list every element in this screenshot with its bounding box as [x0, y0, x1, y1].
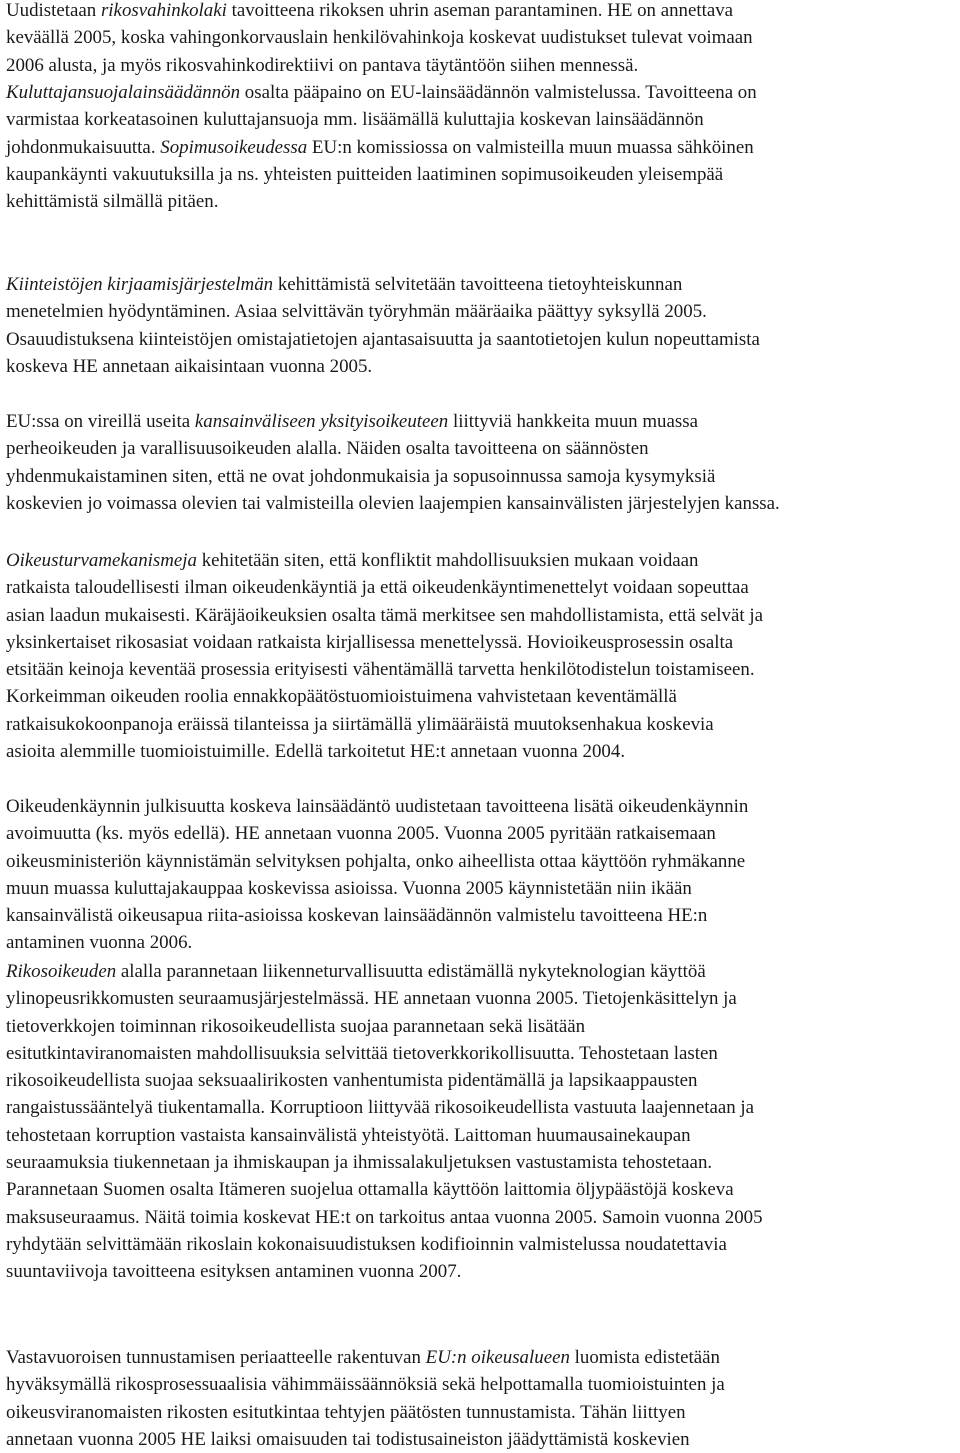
italic-term: Kuluttajansuojalainsäädännön: [6, 82, 241, 103]
text-line: [6, 602, 960, 629]
text-run: ratkaista taloudellisesti ilman oikeudenkäyntiä ja että oikeudenkäyntimenettelyt voidaan sopeuttaa: [6, 577, 749, 599]
text-line: [6, 1371, 960, 1398]
text-line: [6, 271, 960, 298]
text-line: [6, 574, 960, 601]
text-run: etsitään keinoja keventää prosessia erityisesti vähentämällä tarvetta henkilötodistelun toistamiseen.: [6, 659, 755, 681]
text-run: kehitetään siten, että konfliktit mahdollisuuksien mukaan voidaan: [196, 550, 699, 571]
text-line: [6, 353, 960, 380]
paragraph-oikeudenkaynnin-julkisuus: [6, 793, 960, 957]
text-run: yksinkertaiset rikosasiat voidaan ratkaista kirjallisessa menettelyssä. Hovioikeusprosessin osalta: [6, 631, 734, 653]
text-line: [6, 79, 960, 106]
text-run: esitutkintaviranomaisten mahdollisuuksia selvittää tietoverkkorikollisuutta. Tehostetaan lasten: [6, 1042, 718, 1064]
text-line: [6, 985, 960, 1012]
text-run: annetaan vuonna 2005 HE laiksi omaisuuden tai todistusaineiston jäädyttämistä koskevien: [6, 1428, 690, 1450]
text-run: Uudistetaan: [6, 0, 101, 21]
text-run: perheoikeuden ja varallisuusoikeuden alalla. Näiden osalta tavoitteena on säännösten: [6, 438, 649, 460]
text-line: [6, 1399, 960, 1426]
text-line: [6, 547, 960, 574]
text-line: [6, 161, 960, 188]
italic-term: EU:n oikeusalueen: [425, 1347, 570, 1368]
text-line: [6, 1258, 960, 1285]
italic-term: Kiinteistöjen kirjaamisjärjestelmän: [6, 274, 274, 295]
paragraph-kuluttajansuoja: [6, 79, 960, 215]
italic-term: Sopimusoikeudessa: [160, 136, 308, 158]
paragraph-oikeusturvamekanismit: [6, 547, 960, 765]
text-line: [6, 1344, 960, 1371]
text-line: [6, 1094, 960, 1121]
text-line: [6, 629, 960, 656]
text-line: [6, 929, 960, 956]
text-run: koskevien jo voimassa olevien tai valmisteilla olevien laajempien kansainvälisten järjestelyjen kanssa.: [6, 492, 780, 514]
text-line: [6, 0, 960, 24]
text-run: seuraamuksia tiukennetaan ja ihmiskaupan ja ihmissalakuljetuksen vastustamista tehostetaan.: [6, 1152, 713, 1174]
text-line: [6, 1013, 960, 1040]
text-run: Oikeudenkäynnin julkisuutta koskeva lainsäädäntö uudistetaan tavoitteena lisätä oikeudenkäynnin: [6, 796, 749, 817]
paragraph-eu-oikeusalue: [6, 1344, 960, 1453]
text-run: luomista edistetään: [569, 1347, 720, 1368]
text-line: [6, 1067, 960, 1094]
text-run: tavoitteena rikoksen uhrin aseman parantaminen. HE on annettava: [226, 0, 734, 21]
paragraph-rikosoikeus: [6, 958, 960, 1286]
text-line: [6, 1176, 960, 1203]
text-line: [6, 820, 960, 847]
paragraph-kiinteistojen-kirjaaminen: [6, 271, 960, 380]
text-run: kehittämistä selvitetään tavoitteena tietoyhteiskunnan: [273, 274, 683, 295]
text-run: Parannetaan Suomen osalta Itämeren suojelua ottamalla käyttöön laittomia öljypäästöjä koskeva: [6, 1179, 734, 1201]
text-line: [6, 875, 960, 902]
text-run: maksuseuraamus. Näitä toimia koskevat HE:t on tarkoitus antaa vuonna 2005. Samoin vuonna 2005: [6, 1206, 763, 1228]
text-line: [6, 1204, 960, 1231]
text-line: [6, 848, 960, 875]
text-line: [6, 902, 960, 929]
text-run: hyväksymällä rikosprosessuaalisia vähimmäissäännöksiä sekä helpottamalla tuomioistuinten ja: [6, 1374, 725, 1396]
text-run: ratkaisukokoonpanoja eräissä tilanteissa ja siirtämällä ylimääräistä muutoksenhakua koskevia: [6, 713, 714, 735]
text-run: antaminen vuonna 2006.: [6, 932, 193, 954]
italic-term: kansainväliseen yksityisoikeuteen: [194, 411, 449, 432]
text-line: [6, 793, 960, 820]
text-run: alalla parannetaan liikenneturvallisuutta edistämällä nykyteknologian käyttöä: [116, 961, 706, 982]
text-line: [6, 188, 960, 215]
text-line: [6, 435, 960, 462]
text-line: [6, 738, 960, 765]
text-line: [6, 656, 960, 683]
text-run: osalta pääpaino on EU-lainsäädännön valmistelussa. Tavoitteena on: [240, 82, 757, 103]
text-line: [6, 326, 960, 353]
text-run: asioita alemmille tuomioistuimille. Edellä tarkoitetut HE:t annetaan vuonna 2004.: [6, 741, 626, 763]
text-run: menetelmien hyödyntäminen. Asiaa selvittävän työryhmän määräaika päättyy syksyllä 2005.: [6, 301, 707, 323]
paragraph-kansainvalinen-yksityisoikeus: [6, 408, 960, 517]
text-line: [6, 24, 960, 51]
italic-term: rikosvahinkolaki: [100, 0, 227, 21]
text-run: ryhdytään selvittämään rikoslain kokonaisuudistuksen kodifioinnin valmistelussa noudatettavia: [6, 1233, 727, 1255]
text-line: [6, 134, 960, 161]
text-run: EU:n komissiossa on valmisteilla muun muassa sähköinen: [307, 136, 754, 158]
text-line: [6, 106, 960, 133]
text-run: liittyviä hankkeita muun muassa: [448, 411, 698, 432]
text-line: [6, 408, 960, 435]
text-line: [6, 1426, 960, 1453]
text-run: oikeusviranomaisten rikosten esitutkintaa tehtyjen päätösten tunnustamista. Tähän liittyen: [6, 1401, 686, 1423]
text-run: koskeva HE annetaan aikaisintaan vuonna 2005.: [6, 355, 373, 377]
text-run: kaupankäynti vakuutuksilla ja ns. yhteisten puitteiden laatiminen sopimusoikeuden yleisempää: [6, 163, 724, 185]
text-run: avoimuutta (ks. myös edellä). HE annetaan vuonna 2005. Vuonna 2005 pyritään ratkaisemaan: [6, 823, 716, 845]
text-run: rangaistussääntelyä tiukentamalla. Korruptioon liittyvää rikosoikeudellista vastuuta laajennetaan ja: [6, 1097, 755, 1119]
text-line: [6, 490, 960, 517]
text-run: tietoverkkojen toiminnan rikosoikeudellista suojaa parannetaan sekä lisätään: [6, 1015, 586, 1037]
text-run: yhdenmukaistaminen siten, että ne ovat johdonmukaisia ja sopusoinnussa samoja kysymyksiä: [6, 465, 716, 487]
text-run: Vastavuoroisen tunnustamisen periaatteelle rakentuvan: [6, 1347, 426, 1368]
text-line: [6, 1231, 960, 1258]
text-run: Osauudistuksena kiinteistöjen omistajatietojen ajantasaisuutta ja saantotietojen kulun nopeuttamista: [6, 328, 760, 350]
text-run: Korkeimman oikeuden roolia ennakkopäätöstuomioistuimena vahvistetaan keventämällä: [6, 686, 677, 708]
text-line: [6, 711, 960, 738]
text-run: kehittämistä silmällä pitäen.: [6, 191, 219, 213]
text-run: ylinopeusrikkomusten seuraamusjärjestelmässä. HE annetaan vuonna 2005. Tietojenkäsittelyn ja: [6, 988, 737, 1010]
text-line: [6, 1122, 960, 1149]
text-run: varmistaa korkeatasoinen kuluttajansuoja mm. lisäämällä kuluttajia koskevan lainsäädännön: [6, 109, 704, 131]
text-line: [6, 683, 960, 710]
paragraph-rikosvahinkolaki: [6, 0, 960, 79]
text-run: oikeusministeriön käynnistämän selvityksen pohjalta, onko aiheellista ottaa käyttöön ryhmäkanne: [6, 850, 746, 872]
text-line: [6, 463, 960, 490]
text-line: [6, 52, 960, 79]
text-run: 2006 alusta, ja myös rikosvahinkodirektiivi on pantava täytäntöön siihen mennessä.: [6, 54, 639, 76]
text-run: tehostetaan korruption vastaista kansainvälistä yhteistyötä. Laittoman huumausainekaupan: [6, 1124, 691, 1146]
italic-term: Rikosoikeuden: [6, 961, 117, 982]
italic-term: Oikeusturvamekanismeja: [6, 550, 197, 571]
text-run: keväällä 2005, koska vahingonkorvauslain henkilövahinkoja koskevat uudistukset tulevat voimaan: [6, 27, 753, 49]
text-line: [6, 298, 960, 325]
text-run: suuntaviivoja tavoitteena esityksen antaminen vuonna 2007.: [6, 1261, 462, 1283]
text-run: johdonmukaisuutta.: [6, 136, 161, 158]
text-run: asian laadun mukaisesti. Käräjäoikeuksien osalta tämä merkitsee sen mahdollistamista, että selvät ja: [6, 604, 763, 626]
text-run: EU:ssa on vireillä useita: [6, 411, 195, 432]
text-line: [6, 1040, 960, 1067]
text-run: kansainvälistä oikeusapua riita-asioissa koskevan lainsäädännön valmistelu tavoitteena HE:n: [6, 905, 708, 927]
text-line: [6, 1149, 960, 1176]
text-run: rikosoikeudellista suojaa seksuaalirikosten vanhentumista pidentämällä ja lapsikaappausten: [6, 1070, 698, 1092]
text-line: [6, 958, 960, 985]
text-run: muun muassa kuluttajakauppaa koskevissa asioissa. Vuonna 2005 käynnistetään niin ikään: [6, 877, 692, 899]
